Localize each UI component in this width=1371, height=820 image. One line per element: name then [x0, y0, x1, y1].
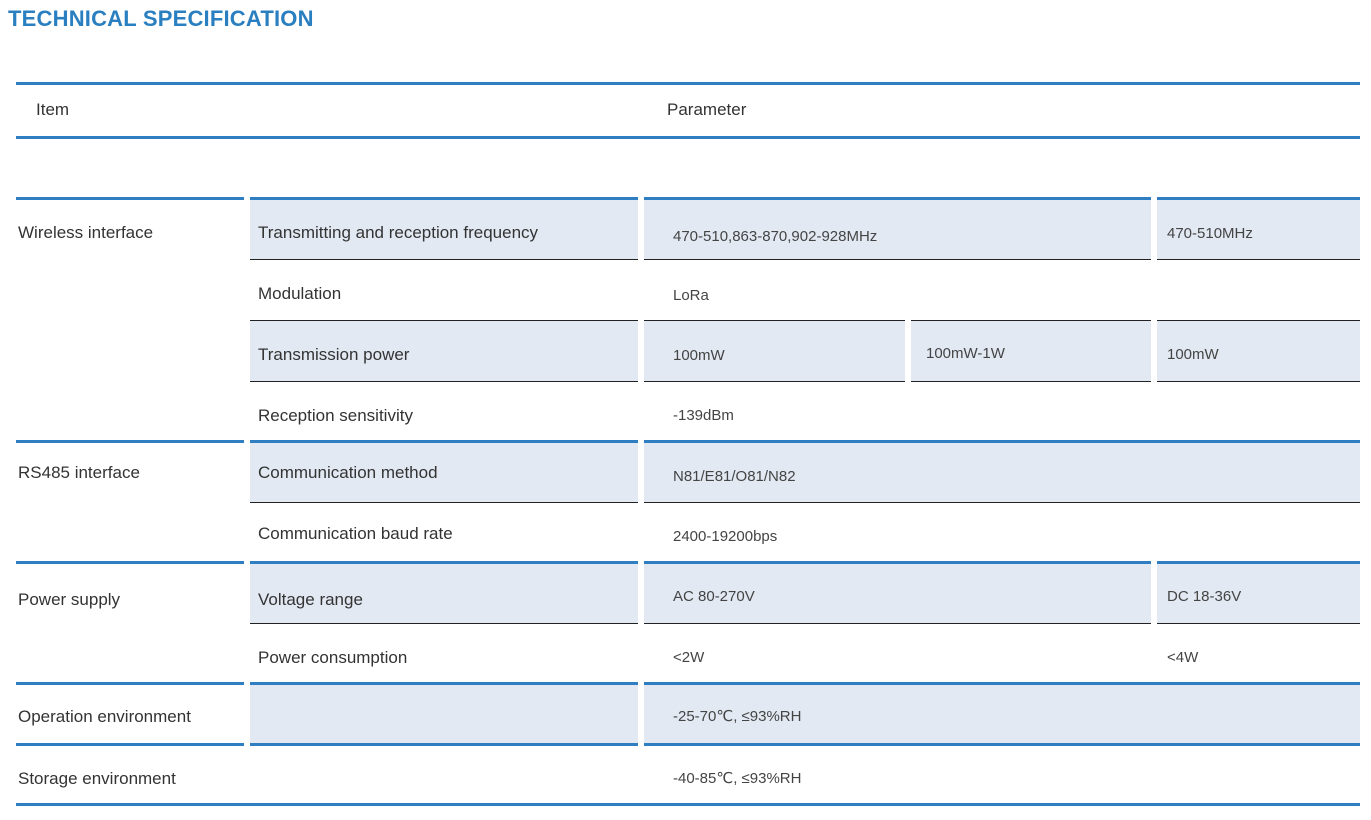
- value-storage: -40-85℃, ≤93%RH: [673, 770, 802, 787]
- value-sensitivity: -139dBm: [673, 407, 734, 424]
- group-rule: [644, 743, 1360, 746]
- item-label-comm-method: Communication method: [258, 463, 438, 482]
- row-rule: [1157, 320, 1360, 321]
- row-rule: [644, 381, 905, 382]
- row-rule: [250, 320, 638, 321]
- row-rule: [250, 623, 638, 624]
- row-rule: [1157, 623, 1360, 624]
- group-label-rs485: RS485 interface: [18, 463, 140, 482]
- group-label-wireless: Wireless interface: [18, 223, 154, 242]
- group-rule: [644, 561, 1151, 564]
- header-bottom-rule: [16, 136, 1360, 139]
- row-rule: [250, 381, 638, 382]
- group-label-operation: Operation environment: [18, 707, 191, 726]
- row-rule: [911, 381, 1151, 382]
- row-rule: [644, 320, 905, 321]
- row-rule: [644, 259, 1151, 260]
- row-rule: [644, 502, 1360, 503]
- group-rule: [250, 440, 638, 443]
- value-consumption-2: <4W: [1167, 649, 1199, 666]
- value-freq-2: 470-510MHz: [1167, 225, 1253, 242]
- value-voltage-2: DC 18-36V: [1167, 588, 1242, 605]
- group-rule: [1157, 561, 1360, 564]
- row-rule: [250, 502, 638, 503]
- header-top-rule: [16, 82, 1360, 85]
- group-rule: [250, 197, 638, 200]
- row-rule: [1157, 259, 1360, 260]
- value-baud: 2400-19200bps: [673, 528, 778, 545]
- group-label-storage: Storage environment: [18, 769, 176, 788]
- group-rule: [644, 197, 1151, 200]
- header-item: Item: [36, 100, 70, 119]
- item-label-voltage: Voltage range: [258, 590, 363, 609]
- group-rule: [16, 743, 244, 746]
- value-tx-power-1: 100mW: [673, 347, 725, 364]
- row-shade: [250, 685, 638, 744]
- item-label-tx-power: Transmission power: [258, 345, 410, 364]
- page-title: TECHNICAL SPECIFICATION: [8, 6, 314, 31]
- value-tx-power-3: 100mW: [1167, 346, 1219, 363]
- group-rule: [16, 440, 244, 443]
- group-rule: [644, 682, 1360, 685]
- group-rule: [250, 561, 638, 564]
- row-rule: [911, 320, 1151, 321]
- value-freq-1: 470-510,863-870,902-928MHz: [673, 228, 878, 245]
- item-label-freq: Transmitting and reception frequency: [258, 223, 539, 242]
- value-consumption-1: <2W: [673, 649, 705, 666]
- row-rule: [644, 623, 1151, 624]
- group-rule: [16, 561, 244, 564]
- group-label-power: Power supply: [18, 590, 121, 609]
- group-rule: [250, 743, 638, 746]
- group-rule: [250, 682, 638, 685]
- item-label-modulation: Modulation: [258, 284, 342, 303]
- group-rule: [16, 197, 244, 200]
- value-modulation: LoRa: [673, 287, 709, 304]
- group-rule: [1157, 197, 1360, 200]
- group-rule: [16, 682, 244, 685]
- table-bottom-rule: [16, 803, 1360, 806]
- value-voltage-1: AC 80-270V: [673, 588, 755, 605]
- value-operation: -25-70℃, ≤93%RH: [673, 708, 802, 725]
- item-label-baud: Communication baud rate: [258, 524, 453, 543]
- item-label-consumption: Power consumption: [258, 648, 408, 667]
- group-rule: [644, 440, 1360, 443]
- row-rule: [1157, 381, 1360, 382]
- header-parameter: Parameter: [667, 100, 747, 119]
- value-comm-method: N81/E81/O81/N82: [673, 468, 796, 485]
- row-rule: [250, 259, 638, 260]
- value-tx-power-2: 100mW-1W: [926, 345, 1005, 362]
- item-label-sensitivity: Reception sensitivity: [258, 406, 413, 425]
